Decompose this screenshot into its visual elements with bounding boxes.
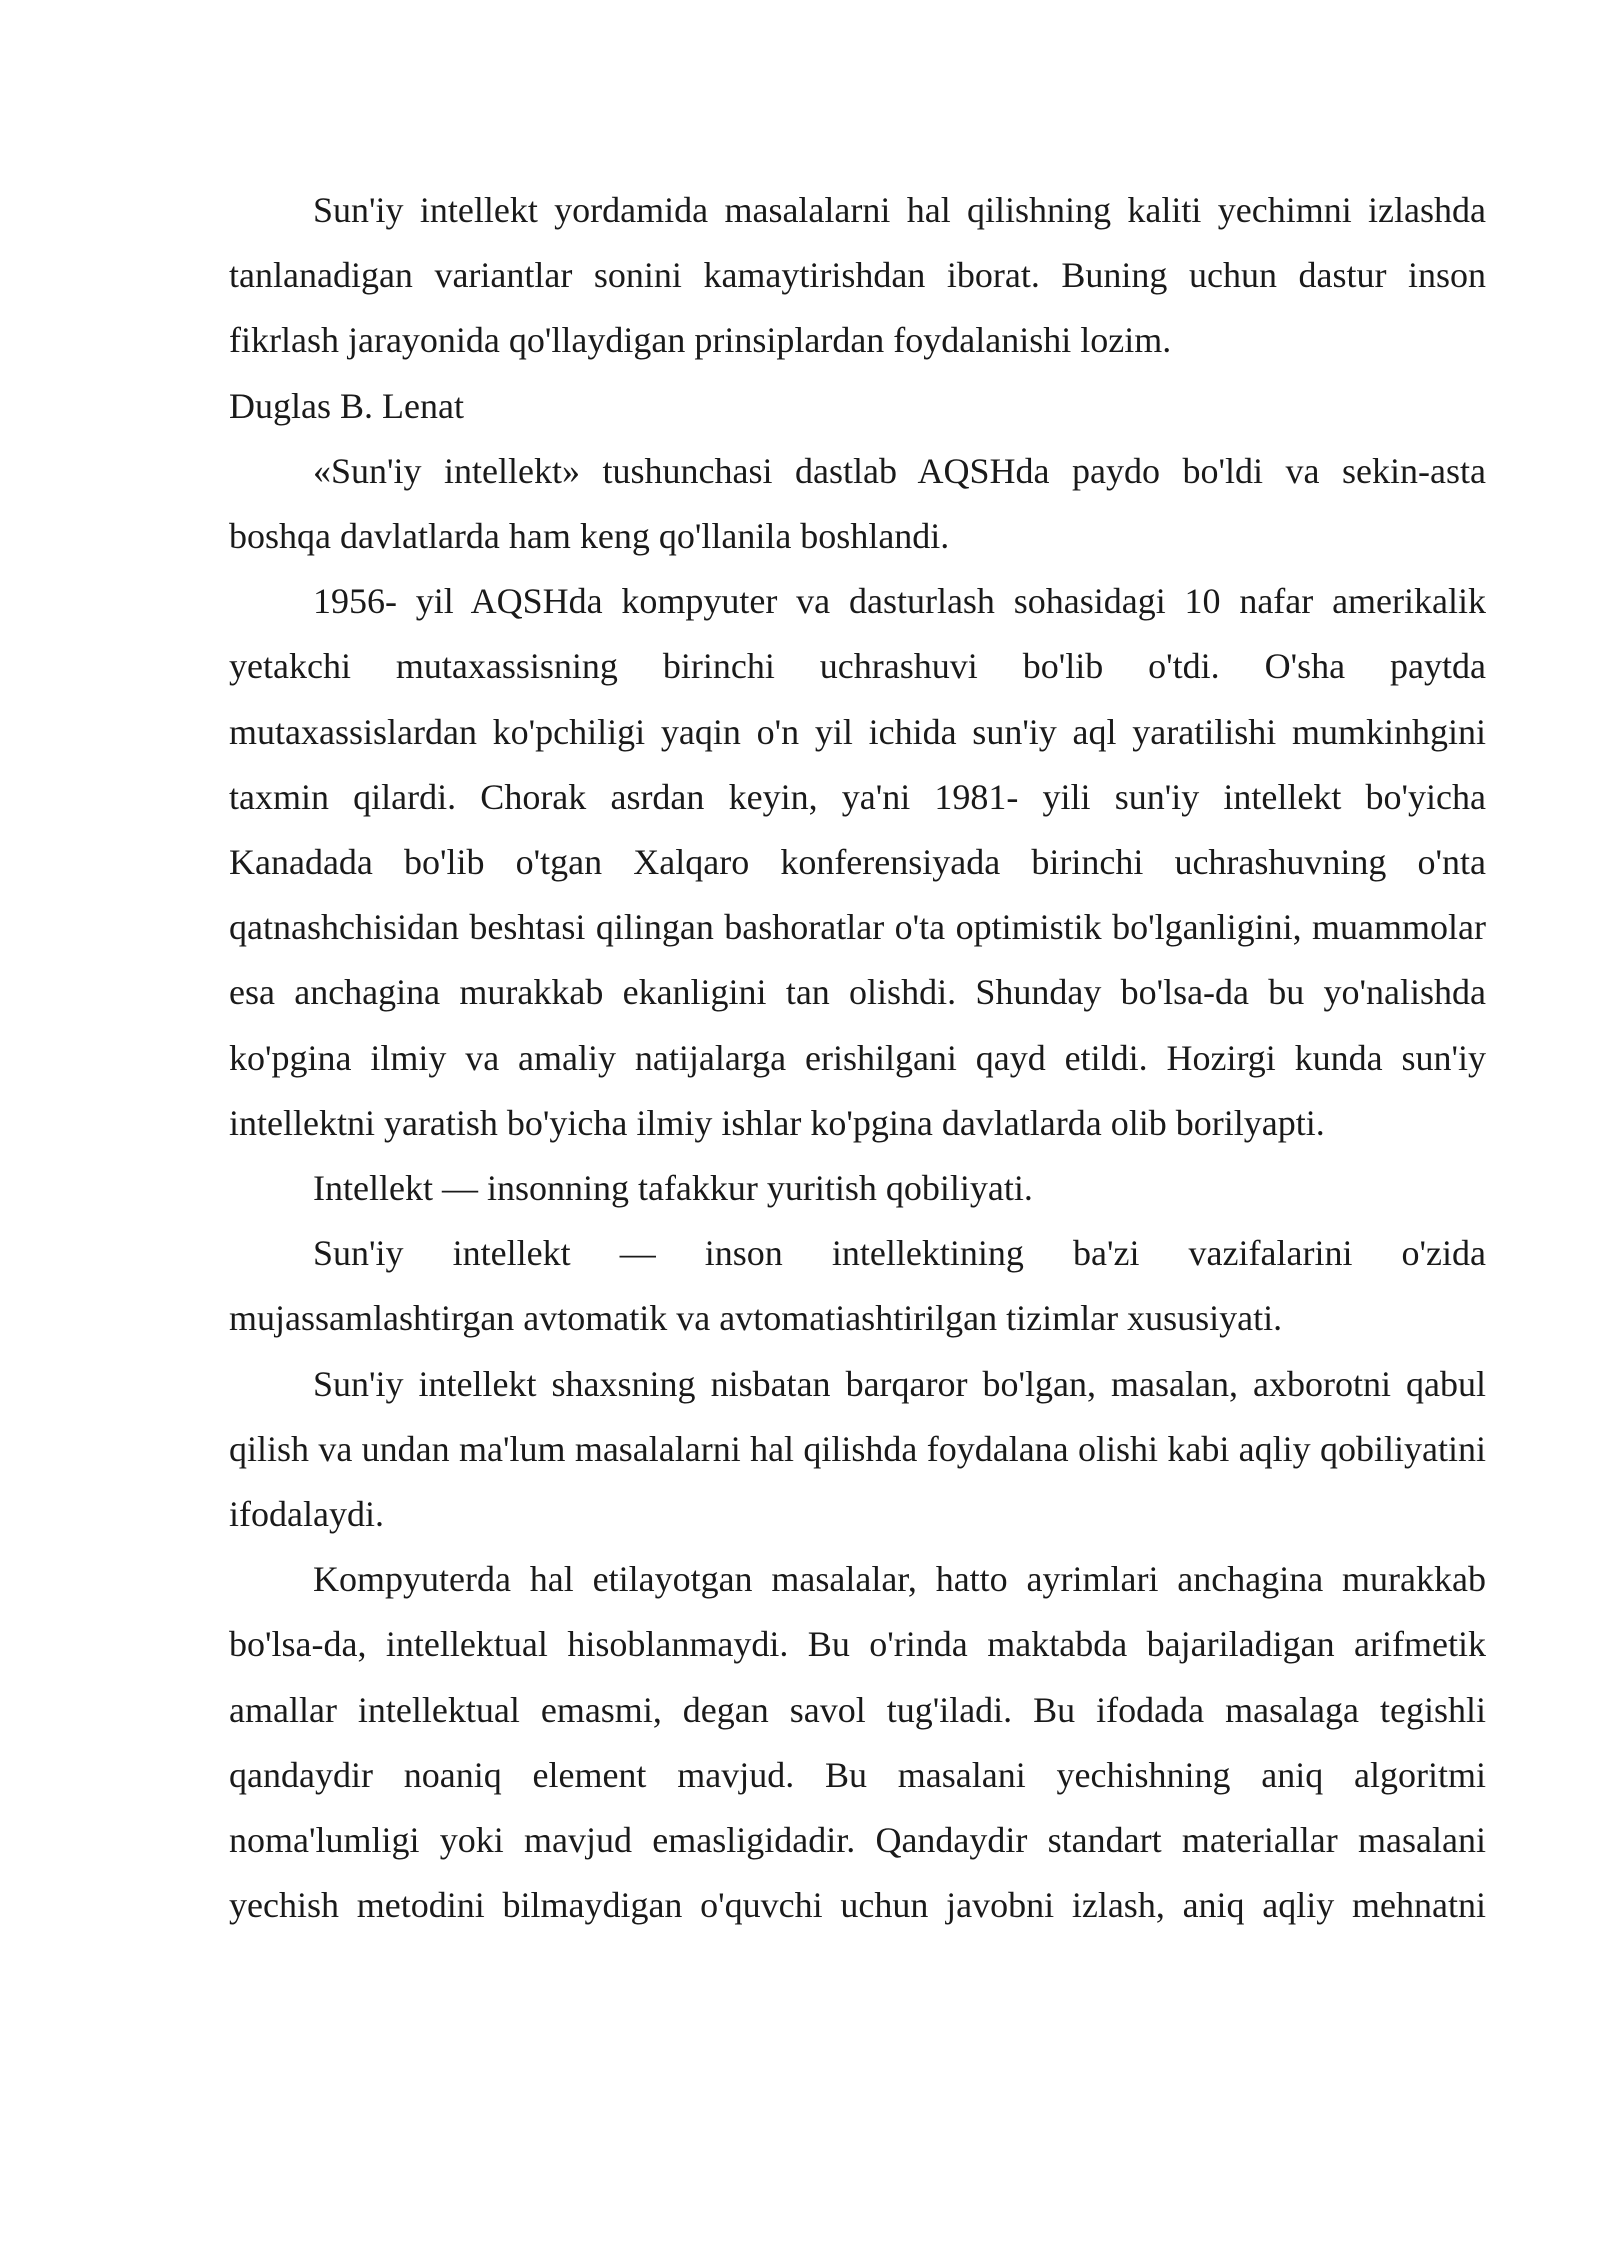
paragraph-intellect-definition: Intellekt — insonning tafakkur yuritish qobiliyati. [313,1168,1033,1209]
paragraph-history: 1956- yil AQSHda kompyuter va dasturlash sohasidagi 10 nafar amerikalik yetakchi mutaxassisning birinchi uchrashuvi bo'lib o'tdi. O'sha paytda mutaxassislardan ko'pchiligi yaqin o'n yil ichida sun'iy aql yaratilishi mumkinhgini taxmin qilardi. Chorak asrdan keyin, ya'ni 1981- yili sun'iy intellekt bo'yicha Kanadada bo'lib o'tgan Xalqaro konferensiyada birinchi uchrashuvning o'nta qatnashchisidan beshtasi qilingan bashoratlar o'ta optimistik bo'lganligini, muammolar esa anchagina murakkab ekanligini tan olishdi. Shunday bo'lsa-da bu yo'nalishda ko'pgina ilmiy va amaliy natijalarga erishilgani qayd etildi. Hozirgi kunda sun'iy intellektni yaratish bo'yicha ilmiy ishlar ko'pgina davlatlarda olib borilyapti. [229,581,1486,1143]
quote-attribution: Duglas B. Lenat [229,385,464,426]
paragraph-ai-definition: Sun'iy intellekt — inson intellektining ba'zi vazifalarini o'zida mujassamlashtirgan avtomatik va avtomatiashtirilgan tizimlar xususiyati. [229,1233,1486,1339]
paragraph-ai-problem-solving: Sun'iy intellekt yordamida masalalarni hal qilishning kaliti yechimni izlashda tanlanadigan variantlar sonini kamaytirishdan iborat. Buning uchun dastur inson fikrlash jarayonida qo'llaydigan prinsiplardan foydalanishi lozim. [229,190,1486,361]
paragraph-computer-tasks: Kompyuterda hal etilayotgan masalalar, hatto ayrimlari anchagina murakkab bo'lsa-da, intellektual hisoblanmaydi. Bu o'rinda maktabda bajariladigan arifmetik amallar intellektual emasmi, degan savol tug'iladi. Bu ifodada masalaga tegishli qandaydir noaniq element mavjud. Bu masalani yechishning aniq algoritmi noma'lumligi yoki mavjud emasligidadir. Qandaydir standart materiallar masalani yechish metodini bilmaydigan o'quvchi uchun javobni izlash, aniq aqliy mehnatni [229,1559,1486,1926]
paragraph-term-origin: «Sun'iy intellekt» tushunchasi dastlab AQSHda paydo bo'ldi va sekin-asta boshqa davlatlarda ham keng qo'llanila boshlandi. [229,450,1486,557]
paragraph-ai-ability: Sun'iy intellekt shaxsning nisbatan barqaror bo'lgan, masalan, axborotni qabul qilish va undan ma'lum masalalarni hal qilishda foydalana olishi kabi aqliy qobiliyatini ifodalaydi. [229,1363,1486,1535]
document-body [229,178,1486,1938]
